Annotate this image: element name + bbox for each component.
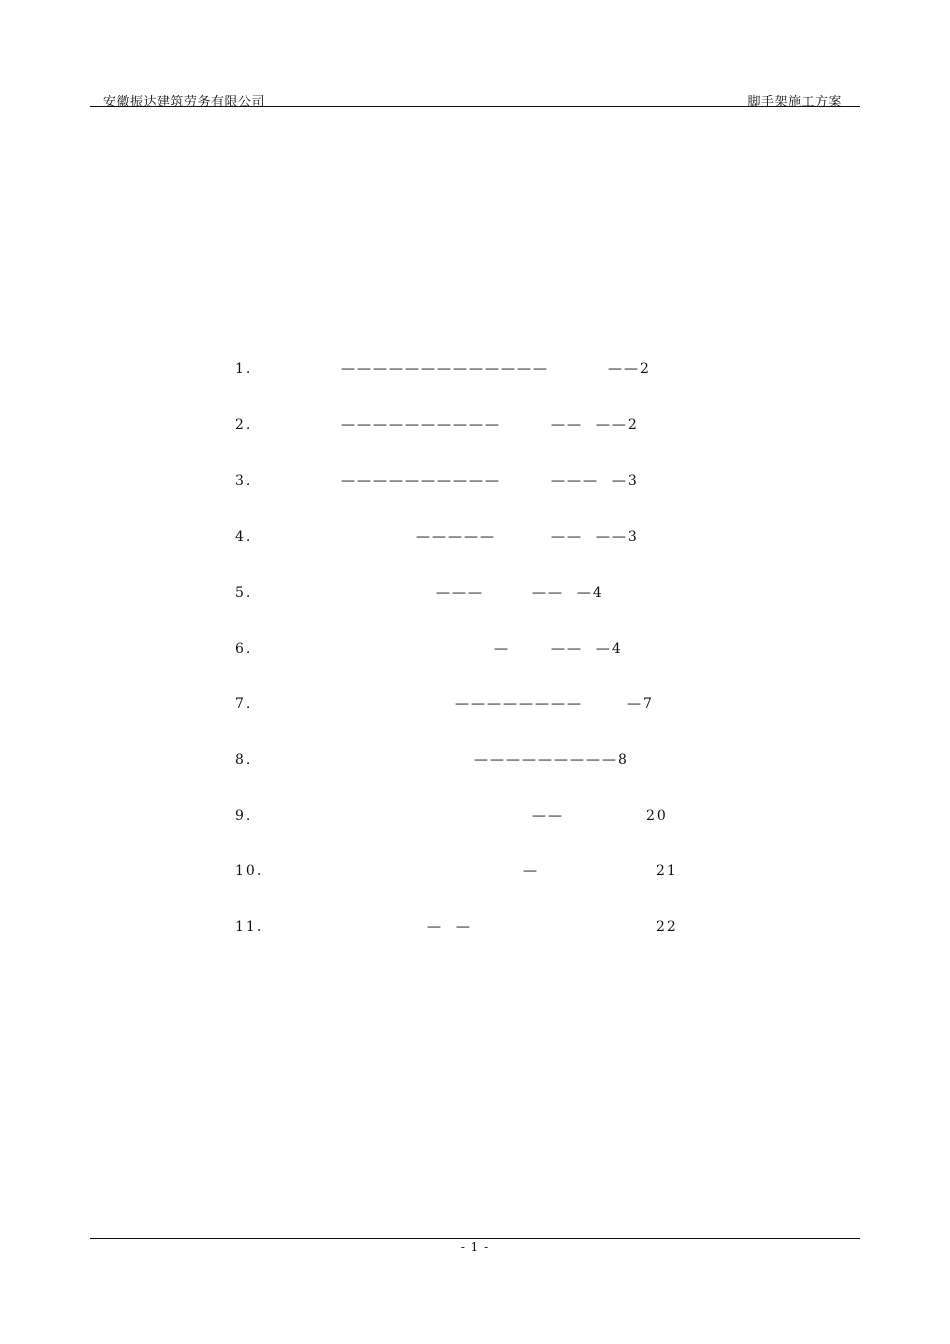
toc-entry-5[interactable]	[235, 585, 259, 601]
footer-page-number: - 1 -	[460, 1240, 490, 1254]
toc-leader: —	[523, 863, 539, 879]
header-company: 安徽振达建筑劳务有限公司	[103, 95, 266, 110]
toc-entry-number: 4.	[235, 529, 253, 545]
toc-leader: — —	[427, 919, 472, 935]
toc-leader: —————	[416, 529, 496, 545]
toc-entry-number: 6.	[235, 641, 253, 657]
toc-entry-number: 11.	[235, 919, 264, 935]
toc-leader: ———	[436, 585, 484, 601]
toc-entry-8[interactable]	[235, 752, 259, 768]
toc-entry-10[interactable]	[235, 863, 270, 879]
toc-entry-number: 1.	[235, 361, 253, 377]
header-rule	[90, 106, 860, 107]
toc-leader: ——————————	[341, 417, 501, 433]
toc-page-number: 22	[656, 919, 678, 935]
toc-entry-4[interactable]	[235, 529, 259, 545]
toc-leader: —————————————	[341, 361, 549, 377]
toc-entry-11[interactable]	[235, 919, 270, 935]
footer-rule	[90, 1238, 860, 1239]
toc-leader: ————————	[455, 696, 583, 712]
toc-leader: —————————8	[474, 752, 629, 768]
toc-entry-3[interactable]	[235, 473, 259, 489]
toc-entry-2[interactable]	[235, 417, 259, 433]
toc-page-number: —— —4	[532, 585, 604, 601]
toc-entry-number: 5.	[235, 585, 253, 601]
toc-page-number: ——— —3	[551, 473, 639, 489]
toc-entry-number: 3.	[235, 473, 253, 489]
toc-entry-number: 2.	[235, 417, 253, 433]
toc-entry-6[interactable]	[235, 641, 259, 657]
toc-entry-number: 10.	[235, 863, 264, 879]
toc-page-number: —— ——2	[551, 417, 639, 433]
toc-page-number: —7	[627, 696, 654, 712]
toc-entry-number: 7.	[235, 696, 253, 712]
toc-leader: ——	[532, 808, 564, 824]
toc-entry-1[interactable]	[235, 361, 259, 377]
toc-page-number: —— —4	[551, 641, 623, 657]
toc-entry-9[interactable]	[235, 808, 259, 824]
toc-page-number: 21	[656, 863, 678, 879]
toc-entry-number: 8.	[235, 752, 253, 768]
toc-page-number: 20	[646, 808, 668, 824]
header-doc-title: 脚手架施工方案	[747, 95, 842, 110]
toc-page-number: ——2	[608, 361, 651, 377]
toc-leader: ——————————	[341, 473, 501, 489]
toc-leader: —	[494, 641, 510, 657]
toc-page-number: —— ——3	[551, 529, 639, 545]
toc-entry-7[interactable]	[235, 696, 259, 712]
toc-entry-number: 9.	[235, 808, 253, 824]
